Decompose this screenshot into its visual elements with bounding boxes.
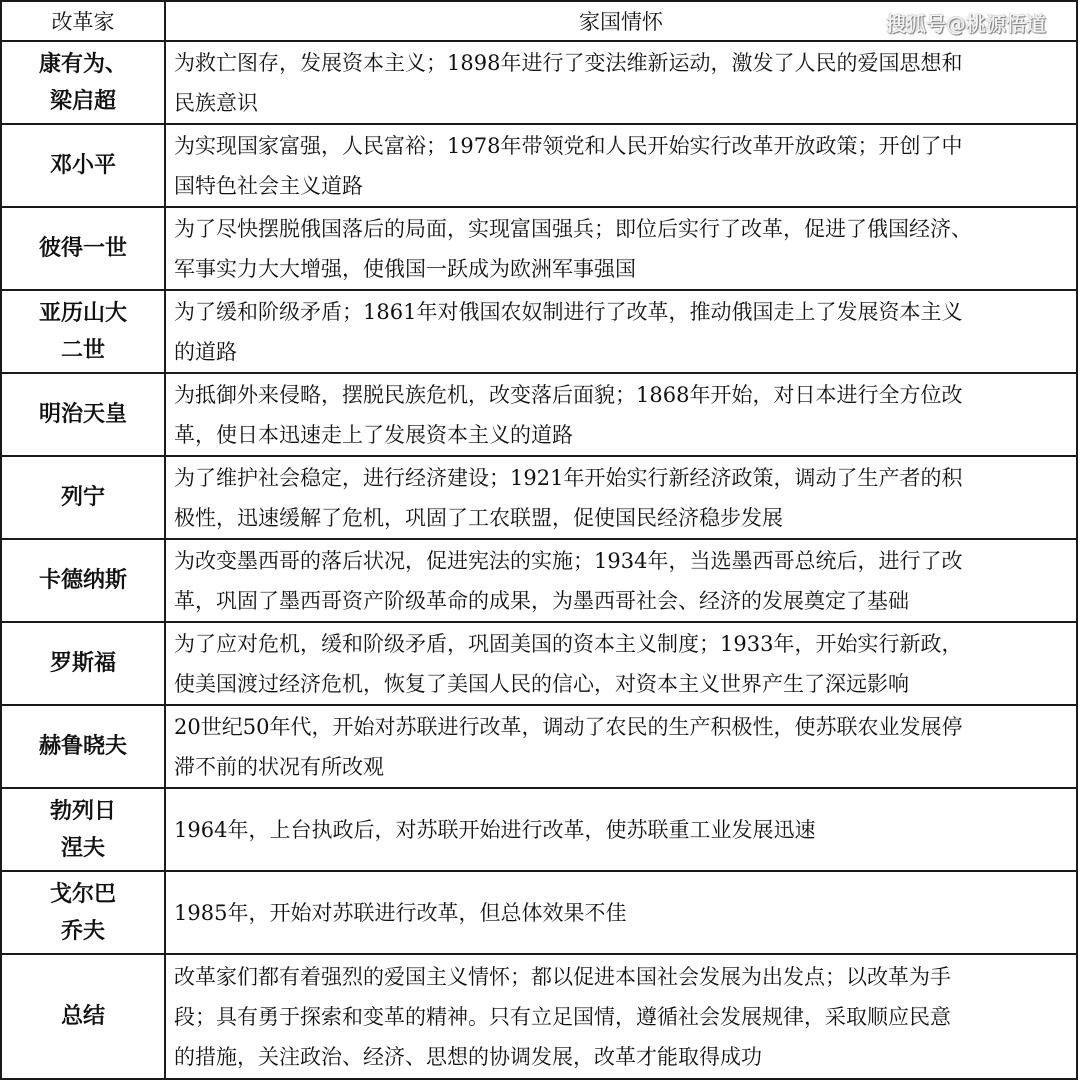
table-row <box>1 290 1077 373</box>
table-row <box>1 788 1077 871</box>
reformer-name: 勃列日 涅夫 <box>1 788 165 871</box>
reformer-name: 赫鲁晓夫 <box>1 705 165 788</box>
header-reformer: 改革家 <box>1 1 165 41</box>
reformer-description: 为抵御外来侵略，摆脱民族危机，改变落后面貌；1868年开始，对日本进行全方位改 革，使日本迅速走上了发展资本主义的道路 <box>165 373 1077 456</box>
table-row <box>1 705 1077 788</box>
table-row <box>1 871 1077 954</box>
table-row <box>1 622 1077 705</box>
table-row <box>1 539 1077 622</box>
summary-label: 总结 <box>1 954 165 1079</box>
table-row <box>1 207 1077 290</box>
summary-description: 改革家们都有着强烈的爱国主义情怀；都以促进本国社会发展为出发点；以改革为手 段；具有勇于探索和变革的精神。只有立足国情，遵循社会发展规律，采取顺应民意 的措施，关注政治、经济、思想的协调发展，改革才能取得成功 <box>165 954 1077 1079</box>
reformer-name: 明治天皇 <box>1 373 165 456</box>
reformer-description: 为了缓和阶级矛盾；1861年对俄国农奴制进行了改革，推动俄国走上了发展资本主义 的道路 <box>165 290 1077 373</box>
table-row <box>1 41 1077 124</box>
table-row-summary <box>1 954 1077 1079</box>
reformer-description: 20世纪50年代，开始对苏联进行改革，调动了农民的生产积极性，使苏联农业发展停 滞不前的状况有所改观 <box>165 705 1077 788</box>
reformer-description: 为救亡图存，发展资本主义；1898年进行了变法维新运动，激发了人民的爱国思想和 民族意识 <box>165 41 1077 124</box>
reformer-description: 为了应对危机，缓和阶级矛盾，巩固美国的资本主义制度；1933年，开始实行新政， 使美国渡过经济危机，恢复了美国人民的信心，对资本主义世界产生了深远影响 <box>165 622 1077 705</box>
reformer-description: 1964年，上台执政后，对苏联开始进行改革，使苏联重工业发展迅速 <box>165 788 1077 871</box>
reformer-name: 亚历山大 二世 <box>1 290 165 373</box>
table-row <box>1 124 1077 207</box>
reformer-name: 卡德纳斯 <box>1 539 165 622</box>
watermark-text: 搜狐号@桃源悟道 <box>886 12 1046 36</box>
reformer-description: 为改变墨西哥的落后状况，促进宪法的实施；1934年，当选墨西哥总统后，进行了改 革，巩固了墨西哥资产阶级革命的成果，为墨西哥社会、经济的发展奠定了基础 <box>165 539 1077 622</box>
reformer-description: 为实现国家富强，人民富裕；1978年带领党和人民开始实行改革开放政策；开创了中 国特色社会主义道路 <box>165 124 1077 207</box>
reformer-name: 邓小平 <box>1 124 165 207</box>
table-row <box>1 373 1077 456</box>
reformer-name: 康有为、 梁启超 <box>1 41 165 124</box>
reformer-description: 为了维护社会稳定，进行经济建设；1921年开始实行新经济政策，调动了生产者的积 极性，迅速缓解了危机，巩固了工农联盟，促使国民经济稳步发展 <box>165 456 1077 539</box>
reformer-name: 罗斯福 <box>1 622 165 705</box>
table-row <box>1 456 1077 539</box>
reformer-description: 1985年，开始对苏联进行改革，但总体效果不佳 <box>165 871 1077 954</box>
reformer-description: 为了尽快摆脱俄国落后的局面，实现富国强兵；即位后实行了改革，促进了俄国经济、 军事实力大大增强，使俄国一跃成为欧洲军事强国 <box>165 207 1077 290</box>
reformer-name: 列宁 <box>1 456 165 539</box>
header-patriotism: 家国情怀 <box>165 1 1077 41</box>
reformer-name: 彼得一世 <box>1 207 165 290</box>
reformer-name: 戈尔巴 乔夫 <box>1 871 165 954</box>
